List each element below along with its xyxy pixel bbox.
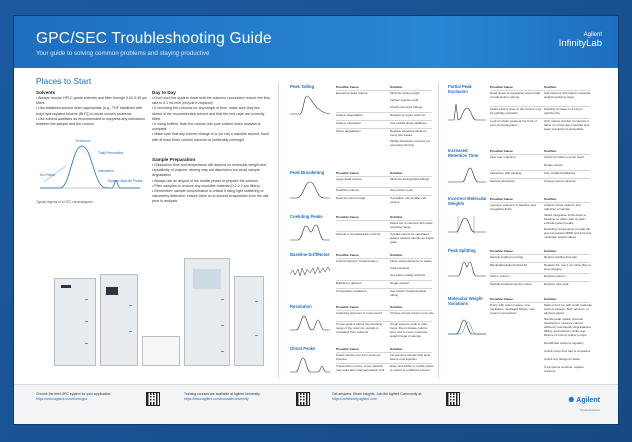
solvents-item: • Always choose HPLC grade solvents and filter through 0.02-0.45 µm filters <box>36 96 148 106</box>
th-cause: Possible Cause <box>490 249 513 253</box>
peak-splitting-chart <box>448 258 486 280</box>
table-cell: Check connector fittings <box>390 105 423 109</box>
table-cell: Choose correct column pore size <box>390 311 434 315</box>
instrument-stack-left <box>54 278 96 366</box>
day-list <box>152 96 270 143</box>
table-cell: Sample adsorption <box>490 179 516 183</box>
brand-logo <box>559 32 602 49</box>
peak-tailing-chart <box>290 92 330 118</box>
partial-peak-chart <box>448 100 486 124</box>
solvents-heading: Solvents <box>36 90 56 95</box>
peak-tailing-title: Peak Tailing <box>290 84 315 89</box>
instrument-stack-mid <box>100 274 138 366</box>
table-cell: Check any fittings for leaks <box>544 357 580 361</box>
mw-variation-chart <box>448 316 486 338</box>
sample-item: • Remember: sample concentration is critical if using light scattering or viscometry detection; ensure there is no solvent evaporation from the vial prior to analysis <box>152 189 269 204</box>
table-cell: Use column oven <box>390 188 414 192</box>
sample-list <box>152 163 270 205</box>
poster-footer <box>14 384 618 424</box>
table-cell: If symptoms continue, replace columns <box>544 365 584 373</box>
ghost-peaks-title: Ghost Peaks <box>290 346 316 351</box>
retention-title: Increased Retention Time <box>448 148 479 158</box>
table-cell: Replace or repair columns <box>390 113 426 117</box>
th-cause: Possible Cause <box>490 197 513 201</box>
th-cause: Possible Cause <box>336 85 359 89</box>
table-cell: Minimize tubing length <box>390 91 420 95</box>
day-heading: Day to Day <box>152 90 176 95</box>
table-cell: Minimize tubing/check fittings <box>390 177 430 181</box>
th-solution: Solution <box>390 215 403 219</box>
agilent-spark-icon: ✺ <box>568 397 575 404</box>
table-cell: Dead space of separation around half of total elution volume <box>490 91 541 99</box>
table-cell: If peaks cannot be separated, always analyze sample as single peak <box>390 232 434 244</box>
table-cell: If absorption occurs, some material may elute after total permeation limit <box>336 364 385 372</box>
table-cell: Possibly increase to 3-10 µm particle size <box>544 107 583 115</box>
peak-broadening-chart <box>290 178 330 202</box>
th-cause: Possible Cause <box>336 305 359 309</box>
divider <box>278 82 279 378</box>
table-cell: Void in column <box>490 274 510 278</box>
solvents-item: • Use stabilized solvent when appropriate (e.g., THF stabilized with butyl hydroxylated toluene (BHT)) to avoid column problems <box>36 106 143 116</box>
peak-broadening-title: Peak Broadening <box>290 170 325 175</box>
table-cell: Use mobile phase additives <box>390 121 427 125</box>
table-cell: Look for sharp peaks at the front of your chromatograms <box>490 119 537 127</box>
table-cell: Interaction with packing <box>490 171 522 175</box>
footer-community-link[interactable]: https://community.agilent.com <box>332 396 377 401</box>
table-cell: Select integration limits down to baseline on either side of peak; exclude system peaks <box>544 213 587 225</box>
table-cell: Replace frit; use 2 µm inline filter to stop clogging <box>544 263 591 271</box>
poster-title: GPC/SEC Troubleshooting Guide <box>36 30 272 47</box>
sample-item: • Filter samples to remove any insoluble material (0.2-0.2 µm filters) <box>152 183 260 188</box>
table-cell: Column degradation <box>336 113 364 117</box>
table-cell: Blocked/partially blocked frit <box>490 263 528 267</box>
table-cell: Check pump flow rate is consistent <box>544 349 591 353</box>
chrom-label-total-permeation: Total Permeation <box>98 151 124 155</box>
th-solution: Solution <box>544 85 557 89</box>
table-cell: Degas solvent <box>390 281 410 285</box>
sample-heading: Sample Preparation <box>152 157 196 162</box>
table-cell: Replace rotor seal <box>544 282 569 286</box>
th-solution: Solution <box>544 149 557 153</box>
chromatogram-diagram <box>36 136 144 198</box>
table-cell: Bubbles in detector <box>336 281 362 285</box>
table-cell: Large dead volume <box>336 177 362 181</box>
table-cell: Column interaction <box>336 121 362 125</box>
th-cause: Possible Cause <box>490 297 513 301</box>
table-cell: Detector cell too large <box>336 196 366 200</box>
table-cell: Use modifiers/additives <box>544 171 576 175</box>
footer-gpc-text: Choose the best GPC system for your application: https://www.agilent.com/chem/gpc <box>36 392 144 401</box>
baseline-chart <box>290 260 330 280</box>
agilent-tagline: Trusted Answers <box>579 408 600 412</box>
table-cell: Replace standard solutions every two weeks <box>390 129 427 137</box>
table-cell: Check for leaks in pump head <box>544 155 584 159</box>
day-item: • If removing the columns for any length of time, make sure they are stored in the recommended solvent and that the end caps are correctly fitted <box>152 106 265 121</box>
table-cell: Excluding components of peak will give incomplete MWD and incorrect molecular weight values <box>544 227 592 239</box>
table-cell: Let previous sample fully elute before next injection <box>390 353 431 361</box>
table-cell: Modify dissolution process (no excessive stirring) <box>390 139 431 147</box>
chromatogram-caption: Typical regions of a GPC chromatogram <box>36 200 93 204</box>
table-cell: Change eluent solvents <box>544 179 576 183</box>
resolution-chart <box>290 312 330 334</box>
table-cell: Add columns with higher molecular weight resolving range <box>544 91 591 99</box>
chrom-label-exclusion: Exclusion <box>76 139 91 143</box>
qr-code-icon[interactable] <box>146 392 160 406</box>
th-cause: Possible Cause <box>336 253 359 257</box>
table-cell: Use better quality solvents <box>390 273 426 277</box>
resolution-title: Resolution <box>290 304 312 309</box>
poster-subtitle: Your guide to solving common problems and staying productive <box>36 50 210 57</box>
day-item: • Make sure that any solvent change is to (or via) a miscible solvent; flush with at least three column volumes or preferably overnight <box>152 132 269 142</box>
chrom-label-interaction: Interaction <box>98 169 114 173</box>
th-solution: Solution <box>544 249 557 253</box>
instrument-stack-right <box>234 276 264 366</box>
table-cell: If high polymer peak is main focus, then increase column pore size to cover molecular weight range of sample <box>390 322 428 338</box>
table-cell: Sample is oversaturated or blend <box>336 232 381 236</box>
table-cell: Analyze whole peak for true reflection of sample <box>544 203 582 211</box>
poster-header <box>14 16 618 68</box>
incorrect-mw-chart <box>448 214 486 236</box>
th-cause: Possible Cause <box>336 215 359 219</box>
table-cell: Peaks carried over from previous injection <box>336 353 381 361</box>
table-cell: Sample loading too large <box>490 255 524 259</box>
sample-item: • Dissolution time and temperature will depend on molecular weight and crystallinity of polymer; stirring may aid dissolution but avoid sample degradation <box>152 163 266 178</box>
th-solution: Solution <box>390 171 403 175</box>
th-solution: Solution <box>390 347 403 351</box>
solvents-item: • Use solvent additives as recommended to suppress any interaction between the sample and the column <box>36 116 145 127</box>
baseline-title: Baseline Drift/Noise <box>290 252 330 257</box>
table-cell: Partially blocked injection valve <box>490 282 532 286</box>
table-cell: Improper selection of baseline and integration limits <box>490 203 536 211</box>
footer-training-link[interactable]: https://www.agilent.com/crosslab/university <box>184 396 249 401</box>
table-cell: Recalibrate columns regularly <box>544 341 584 345</box>
chrom-label-no-peaks: No Peaks <box>40 173 55 177</box>
table-cell: If main peak is above the resolving range of the columns, sample is 'excluded' from columns <box>336 322 383 334</box>
table-cell: Select set of columns with wider resolving range <box>390 221 433 229</box>
table-cell: Tighten injection seal <box>390 98 419 102</box>
places-title: Places to Start <box>36 76 92 86</box>
table-cell: Dead/low volume <box>336 188 360 192</box>
footer-training-text: Training courses are available at Agilent University: https://www.agilent.com/crosslab/university <box>184 392 294 401</box>
th-solution: Solution <box>544 197 557 201</box>
retention-chart <box>448 164 486 186</box>
column-kit-boxes <box>142 336 180 366</box>
table-cell: Excessive dead volume <box>336 91 368 95</box>
peak-splitting-title: Peak Splitting <box>448 248 476 253</box>
table-cell: Flow rate reduction <box>490 155 516 159</box>
table-cell: Mark end of run with small molecule such as toluene, BHT, acetone, or ethylene glycol <box>544 303 592 315</box>
table-cell: Clean detector <box>390 266 410 270</box>
th-solution: Solution <box>544 297 557 301</box>
th-solution: Solution <box>390 253 403 257</box>
table-cell: Pump with column aging, new capillaries, new/aged fittings, new column connections <box>490 303 535 315</box>
chrom-label-system-peaks: System Specific Peaks <box>108 179 143 183</box>
table-cell: Column/detector contamination <box>336 259 378 263</box>
table-cell: If possible, use smaller cell volume <box>390 196 426 204</box>
th-cause: Possible Cause <box>336 171 359 175</box>
brand-infinitylab: InfinityLab <box>558 38 602 49</box>
table-cell: Narrow peak marker (internal standard) to measure column efficiency and identify degradations, failing, and retention shifts over lifetime of column and/or pumps <box>544 317 592 337</box>
table-cell: Reduce loading flow rate <box>544 255 578 259</box>
table-cell: Use column heater/insulate tubing <box>390 289 427 297</box>
mw-variation-title: Molecular Weight Variations <box>448 296 483 306</box>
table-cell: Analyzing polymers or monomers? <box>336 311 383 315</box>
table-cell: Enter and buffer to mobile phase or switch to a different solvent <box>390 364 434 372</box>
table-cell: Flush column/detector to waste <box>390 259 432 263</box>
table-cell: Peaks eluting close to the volume may be partially excluded <box>490 107 542 115</box>
day-item: • If using buffers, flush the column into pure solvent when analysis is complete <box>152 122 261 132</box>
th-cause: Possible Cause <box>336 347 359 351</box>
agilent-logo: ✺ Agilent <box>568 397 600 404</box>
sample-item: • Always use an aliquot of the mobile phase to prepare the solution <box>152 178 258 183</box>
qr-code-icon[interactable] <box>446 392 460 406</box>
table-cell: Shear degradation <box>336 129 361 133</box>
table-cell: Only reduce number of columns if faster run times are important and lower resolution is acceptable <box>544 119 590 131</box>
th-cause: Possible Cause <box>490 149 513 153</box>
coeluting-title: Coeluting Peaks <box>290 214 323 219</box>
footer-gpc-link[interactable]: https://www.agilent.com/chem/gpc <box>36 396 88 401</box>
incorrect-mw-title: Incorrect Molecular Weights <box>448 196 487 206</box>
table-cell: Degas solvent <box>544 163 564 167</box>
th-solution: Solution <box>390 305 403 309</box>
partial-peak-title: Partial Peak Exclusion <box>448 84 472 94</box>
brand-agilent: Agilent <box>583 32 602 38</box>
footer-community-text: Get answers. Share insights. Join the Agilent Community at: https://community.agilent.com <box>332 392 444 401</box>
instrument-stack-center <box>184 258 230 366</box>
divider <box>438 82 439 378</box>
table-cell: Replace column <box>544 274 566 278</box>
th-solution: Solution <box>390 85 403 89</box>
solvents-list <box>36 96 148 127</box>
ghost-peaks-chart <box>290 354 330 376</box>
poster <box>14 16 618 424</box>
coeluting-chart <box>290 222 330 244</box>
day-item: • Don't shut the system down with the columns connected; reduce the flow rate to 0.1 mL/min (recycle if required) <box>152 96 271 106</box>
th-cause: Possible Cause <box>490 85 513 89</box>
table-cell: Temperature variations <box>336 289 367 293</box>
qr-code-icon[interactable] <box>296 392 310 406</box>
